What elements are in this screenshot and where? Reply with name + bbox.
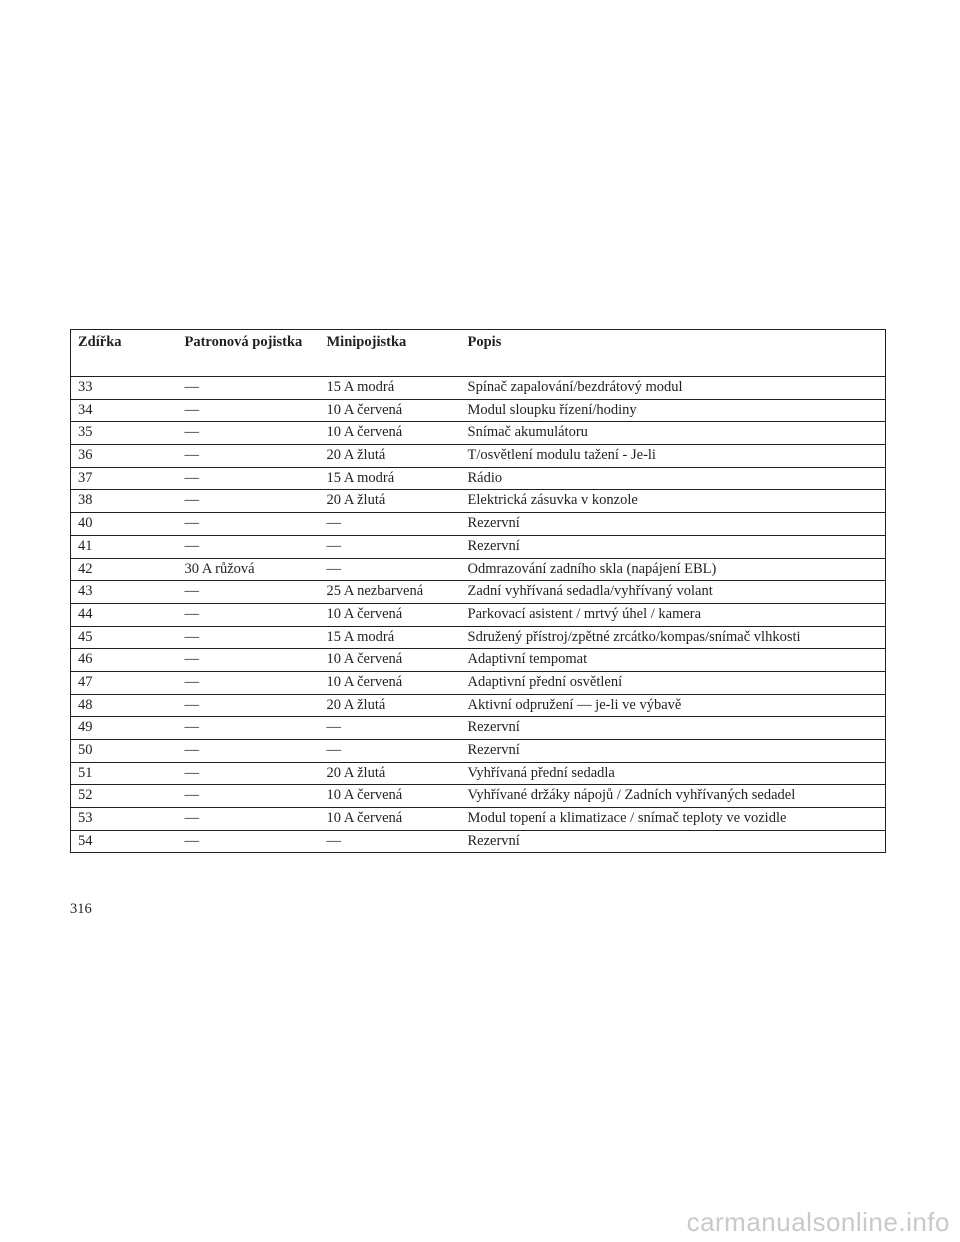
cell-popis: Adaptivní tempomat xyxy=(461,649,886,672)
cell-minipojistka: 20 A žlutá xyxy=(320,694,461,717)
cell-patronova: — xyxy=(178,785,320,808)
cell-popis: Spínač zapalování/bezdrátový modul xyxy=(461,377,886,400)
cell-minipojistka: — xyxy=(320,535,461,558)
cell-minipojistka: 10 A červená xyxy=(320,785,461,808)
cell-zdirka: 36 xyxy=(71,445,178,468)
cell-zdirka: 54 xyxy=(71,830,178,853)
cell-popis: Zadní vyhřívaná sedadla/vyhřívaný volant xyxy=(461,581,886,604)
cell-patronova: — xyxy=(178,490,320,513)
cell-minipojistka: 10 A červená xyxy=(320,649,461,672)
cell-zdirka: 48 xyxy=(71,694,178,717)
cell-patronova: — xyxy=(178,535,320,558)
cell-popis: Modul sloupku řízení/hodiny xyxy=(461,399,886,422)
cell-popis: Parkovací asistent / mrtvý úhel / kamera xyxy=(461,603,886,626)
table-row xyxy=(71,762,886,785)
cell-zdirka: 43 xyxy=(71,581,178,604)
cell-popis: Sdružený přístroj/zpětné zrcátko/kompas/snímač vlhkosti xyxy=(461,626,886,649)
table-row xyxy=(71,717,886,740)
cell-minipojistka: 15 A modrá xyxy=(320,467,461,490)
table-row xyxy=(71,581,886,604)
cell-popis: Snímač akumulátoru xyxy=(461,422,886,445)
cell-patronova: — xyxy=(178,581,320,604)
cell-popis: Rezervní xyxy=(461,740,886,763)
cell-patronova: — xyxy=(178,649,320,672)
table-row xyxy=(71,740,886,763)
cell-popis: T/osvětlení modulu tažení - Je-li xyxy=(461,445,886,468)
table-row xyxy=(71,467,886,490)
cell-patronova: — xyxy=(178,399,320,422)
cell-patronova: — xyxy=(178,513,320,536)
cell-popis: Rezervní xyxy=(461,535,886,558)
header-zdirka: Zdířka xyxy=(71,330,178,377)
cell-patronova: — xyxy=(178,762,320,785)
cell-patronova: — xyxy=(178,445,320,468)
cell-zdirka: 49 xyxy=(71,717,178,740)
table-body xyxy=(71,377,886,853)
cell-zdirka: 51 xyxy=(71,762,178,785)
cell-zdirka: 42 xyxy=(71,558,178,581)
cell-popis: Rezervní xyxy=(461,830,886,853)
table-row xyxy=(71,513,886,536)
header-minipojistka: Minipojistka xyxy=(320,330,461,377)
table-row xyxy=(71,558,886,581)
header-patronova-pojistka: Patronová pojistka xyxy=(178,330,320,377)
table-row xyxy=(71,671,886,694)
cell-zdirka: 38 xyxy=(71,490,178,513)
cell-patronova: — xyxy=(178,377,320,400)
cell-minipojistka: 10 A červená xyxy=(320,671,461,694)
cell-patronova: — xyxy=(178,740,320,763)
table-row xyxy=(71,535,886,558)
cell-popis: Rádio xyxy=(461,467,886,490)
table-row xyxy=(71,830,886,853)
cell-patronova: 30 A růžová xyxy=(178,558,320,581)
cell-popis: Rezervní xyxy=(461,717,886,740)
table-row xyxy=(71,377,886,400)
cell-minipojistka: 20 A žlutá xyxy=(320,490,461,513)
cell-minipojistka: 10 A červená xyxy=(320,399,461,422)
table-row xyxy=(71,445,886,468)
cell-zdirka: 40 xyxy=(71,513,178,536)
cell-zdirka: 33 xyxy=(71,377,178,400)
table-row xyxy=(71,399,886,422)
page-number: 316 xyxy=(70,901,92,917)
cell-minipojistka: 20 A žlutá xyxy=(320,445,461,468)
cell-zdirka: 41 xyxy=(71,535,178,558)
header-popis: Popis xyxy=(461,330,886,377)
cell-popis: Aktivní odpružení — je-li ve výbavě xyxy=(461,694,886,717)
cell-minipojistka: — xyxy=(320,513,461,536)
cell-minipojistka: 25 A nezbarvená xyxy=(320,581,461,604)
cell-minipojistka: 10 A červená xyxy=(320,808,461,831)
cell-zdirka: 45 xyxy=(71,626,178,649)
cell-minipojistka: — xyxy=(320,558,461,581)
cell-popis: Vyhřívané držáky nápojů / Zadních vyhřívaných sedadel xyxy=(461,785,886,808)
cell-minipojistka: 20 A žlutá xyxy=(320,762,461,785)
cell-minipojistka: 15 A modrá xyxy=(320,626,461,649)
cell-minipojistka: — xyxy=(320,830,461,853)
cell-zdirka: 35 xyxy=(71,422,178,445)
cell-patronova: — xyxy=(178,467,320,490)
cell-patronova: — xyxy=(178,830,320,853)
cell-minipojistka: 10 A červená xyxy=(320,422,461,445)
table-row xyxy=(71,649,886,672)
cell-popis: Modul topení a klimatizace / snímač teploty ve vozidle xyxy=(461,808,886,831)
cell-zdirka: 50 xyxy=(71,740,178,763)
cell-patronova: — xyxy=(178,717,320,740)
cell-popis: Adaptivní přední osvětlení xyxy=(461,671,886,694)
cell-zdirka: 46 xyxy=(71,649,178,672)
table-row xyxy=(71,422,886,445)
cell-minipojistka: 15 A modrá xyxy=(320,377,461,400)
cell-zdirka: 37 xyxy=(71,467,178,490)
cell-popis: Vyhřívaná přední sedadla xyxy=(461,762,886,785)
cell-patronova: — xyxy=(178,626,320,649)
cell-zdirka: 53 xyxy=(71,808,178,831)
table-row xyxy=(71,603,886,626)
cell-zdirka: 52 xyxy=(71,785,178,808)
table-row xyxy=(71,626,886,649)
cell-minipojistka: — xyxy=(320,717,461,740)
table-row xyxy=(71,490,886,513)
watermark: carmanualsonline.info xyxy=(686,1207,950,1237)
cell-popis: Odmrazování zadního skla (napájení EBL) xyxy=(461,558,886,581)
table-row xyxy=(71,808,886,831)
cell-popis: Rezervní xyxy=(461,513,886,536)
cell-popis: Elektrická zásuvka v konzole xyxy=(461,490,886,513)
cell-minipojistka: 10 A červená xyxy=(320,603,461,626)
cell-zdirka: 34 xyxy=(71,399,178,422)
cell-zdirka: 47 xyxy=(71,671,178,694)
cell-patronova: — xyxy=(178,422,320,445)
header-row xyxy=(71,330,886,377)
cell-patronova: — xyxy=(178,808,320,831)
table-row xyxy=(71,785,886,808)
cell-minipojistka: — xyxy=(320,740,461,763)
fuse-table xyxy=(70,329,886,853)
cell-patronova: — xyxy=(178,694,320,717)
cell-zdirka: 44 xyxy=(71,603,178,626)
cell-patronova: — xyxy=(178,603,320,626)
cell-patronova: — xyxy=(178,671,320,694)
table-row xyxy=(71,694,886,717)
